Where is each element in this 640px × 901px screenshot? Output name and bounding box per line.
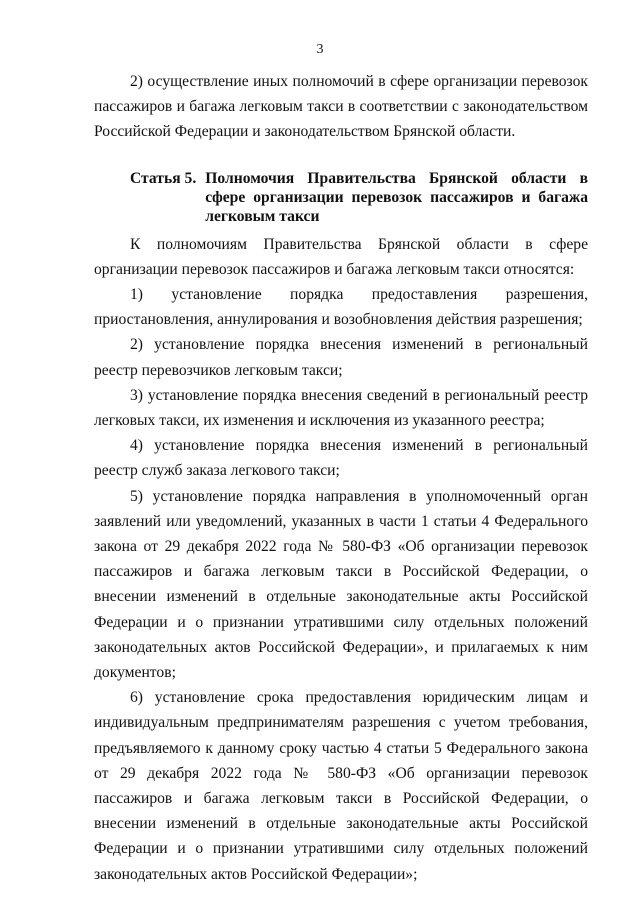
spacer bbox=[94, 145, 588, 169]
article-title: Полномочия Правительства Брянской области в сфере организации перевозок пассажиров и багажа легковым такси bbox=[205, 169, 588, 225]
document-body bbox=[94, 69, 588, 887]
list-item: 1) установление порядка предоставления разрешения, приостановления, аннулирования и возобновления действия разрешения; bbox=[94, 286, 588, 329]
list-item: 3) установление порядка внесения сведений в региональный реестр легковых такси, их изменения и исключения из указанного реестра; bbox=[94, 386, 588, 430]
page-number: 3 bbox=[316, 42, 324, 57]
article-heading bbox=[130, 169, 588, 226]
list-item: 2) установление порядка внесения изменений в региональный реестр перевозчиков легковым такси; bbox=[94, 336, 588, 379]
list-item: 6) установление срока предоставления юридическим лицам и индивидуальным предпринимателям разрешения с учетом требования, предъявляемого к данному сроку частью 4 статьи 5 Федерального закона от 29 декабря 2022 года № 580-ФЗ «Об организации перевозок пассажиров и багажа легковым такси в Российской Федерации, о внесении изменений в отдельные законодательные акты Российской Федерации и о признании утратившими силу отдельных положений законодательных актов Российской Федерации»; bbox=[94, 689, 588, 883]
list-item: 4) установление порядка внесения изменений в региональный реестр служб заказа легкового такси; bbox=[94, 437, 588, 480]
list-item: 5) установление порядка направления в уполномоченный орган заявлений или уведомлений, указанных в части 1 статьи 4 Федерального закона от 29 декабря 2022 года № 580-ФЗ «Об организации перевозок пассажиров и багажа легковым такси в Российской Федерации, о внесении изменений в отдельные законодательные акты Российской Федерации и о признании утратившими силу отдельных положений законодательных актов Российской Федерации», и прилагаемых к ним документов; bbox=[94, 487, 588, 682]
article-intro: К полномочиям Правительства Брянской области в сфере организации перевозок пассажиров и багажа легковым такси относятся: bbox=[94, 235, 588, 278]
paragraph-item-2-continuation: 2) осуществление иных полномочий в сфере организации перевозок пассажиров и багажа легковым такси в соответствии с законодательством Российской Федерации и законодательством Брянской области. bbox=[94, 73, 588, 141]
article-number: Статья 5. bbox=[130, 169, 197, 187]
